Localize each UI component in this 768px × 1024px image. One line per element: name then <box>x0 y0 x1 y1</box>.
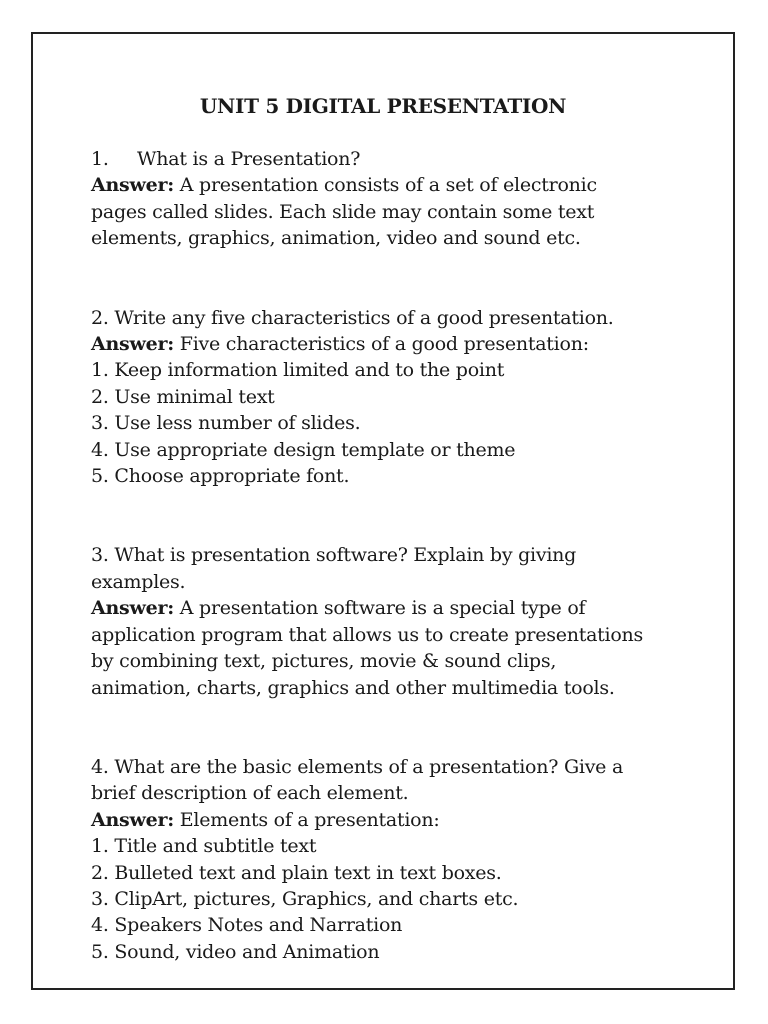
list-item: 3. ClipArt, pictures, Graphics, and charts etc. <box>91 887 519 910</box>
spacer <box>91 701 711 754</box>
page-title: UNIT 5 DIGITAL PRESENTATION <box>199 94 567 118</box>
list-item: 5. Sound, video and Animation <box>91 940 380 963</box>
question-3-line-2: examples. <box>91 570 186 593</box>
answer-2-intro: Answer: Five characteristics of a good presentation: <box>91 333 589 356</box>
list-item: 2. Use minimal text <box>91 385 275 408</box>
document-page <box>31 32 735 990</box>
list-item: 2. Bulleted text and plain text in text boxes. <box>91 861 502 884</box>
list-item: 1. Keep information limited and to the point <box>91 359 505 382</box>
answer-label: Answer: <box>91 808 174 831</box>
answer-3-line-4: animation, charts, graphics and other multimedia tools. <box>91 676 615 699</box>
list-item: 3. Use less number of slides. <box>91 412 361 435</box>
spacer <box>91 252 711 305</box>
answer-3-line-3: by combining text, pictures, movie & sound clips, <box>91 650 557 673</box>
question-4-line-1: 4. What are the basic elements of a presentation? Give a <box>91 755 624 778</box>
list-item: 5. Choose appropriate font. <box>91 465 350 488</box>
answer-1-line-3: elements, graphics, animation, video and sound etc. <box>91 227 581 250</box>
list-item: 4. Use appropriate design template or theme <box>91 438 516 461</box>
question-3-line-1: 3. What is presentation software? Explain by giving <box>91 544 577 567</box>
answer-3-line-1: Answer: A presentation software is a special type of <box>91 597 586 620</box>
list-item: 4. Speakers Notes and Narration <box>91 914 403 937</box>
spacer <box>91 489 711 542</box>
answer-1-line-1: Answer: A presentation consists of a set of electronic <box>91 174 597 197</box>
question-4-line-2: brief description of each element. <box>91 782 409 805</box>
answer-label: Answer: <box>91 597 174 620</box>
answer-3-line-2: application program that allows us to create presentations <box>91 623 644 646</box>
document-content <box>91 146 711 965</box>
question-1 <box>91 146 711 172</box>
question-1-number: 1. <box>91 148 109 170</box>
answer-label: Answer: <box>91 333 174 356</box>
question-1-text: What is a Presentation? <box>137 148 361 170</box>
list-item: 1. Title and subtitle text <box>91 835 317 858</box>
answer-label: Answer: <box>91 174 174 197</box>
answer-4-intro: Answer: Elements of a presentation: <box>91 808 440 831</box>
question-2: 2. Write any five characteristics of a good presentation. <box>91 306 614 329</box>
answer-1-line-2: pages called slides. Each slide may contain some text <box>91 200 595 223</box>
